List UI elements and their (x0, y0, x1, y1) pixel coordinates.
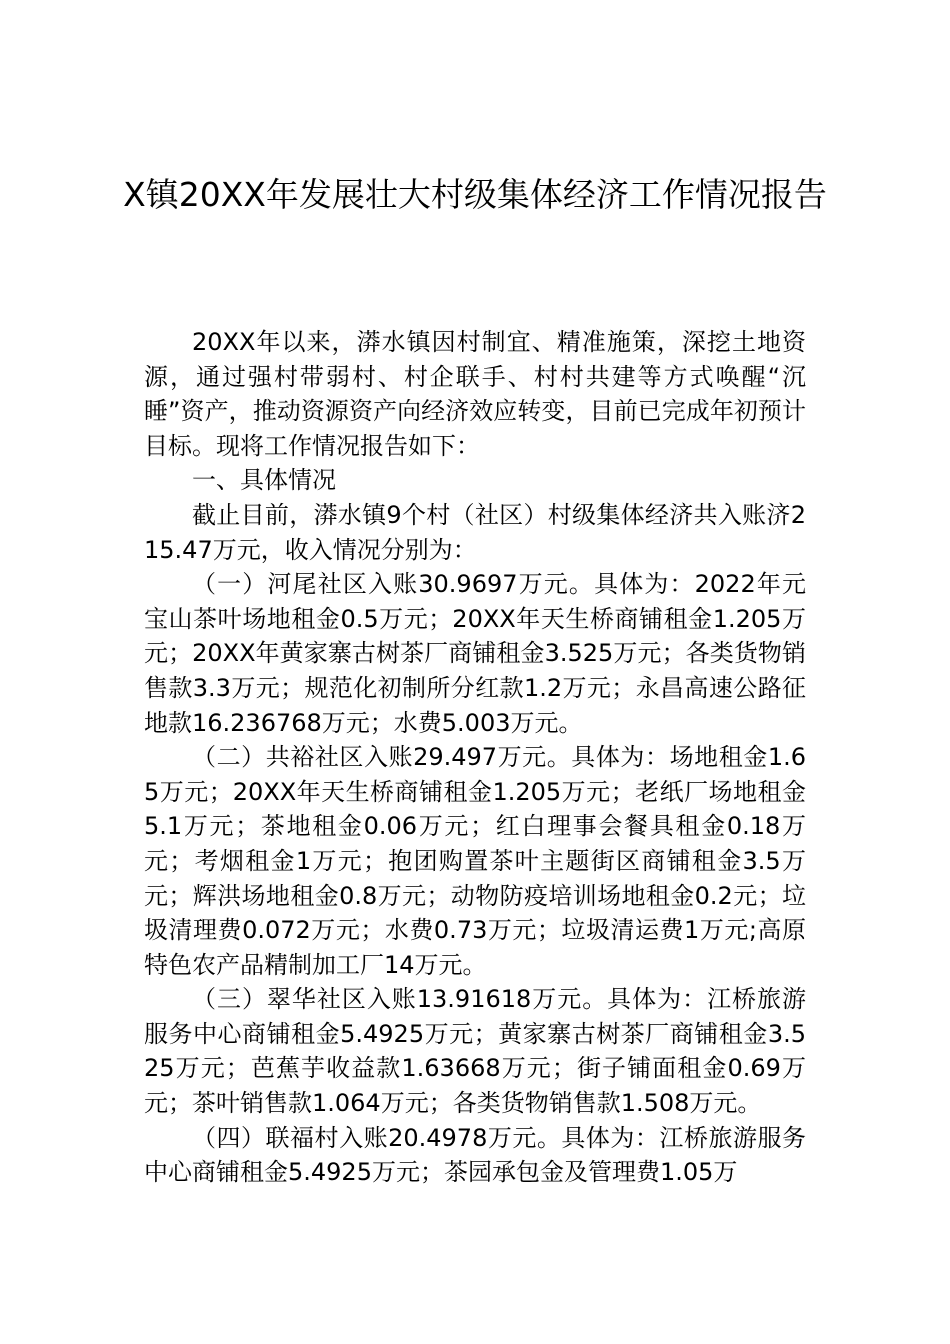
item-paragraph-hewei: （一）河尾社区入账30.9697万元。具体为：2022年元宝山茶叶场地租金0.5万元；20XX年天生桥商铺租金1.205万元；20XX年黄家寨古树茶厂商铺租金3.525万元；各类货物销售款3.3万元；规范化初制所分红款1.2万元；永昌高速公路征地款16.236768万元；水费5.003万元。 (144, 570, 806, 737)
item-paragraph-cuihua: （三）翠华社区入账13.91618万元。具体为：江桥旅游服务中心商铺租金5.4925万元；黄家寨古树茶厂商铺租金3.525万元；芭蕉芋收益款1.63668万元；街子铺面租金0.69万元；茶叶销售款1.064万元；各类货物销售款1.508万元。 (144, 985, 806, 1118)
item-paragraph-lianfu: （四）联福村入账20.4978万元。具体为：江桥旅游服务中心商铺租金5.4925万元；茶园承包金及管理费1.05万 (144, 1123, 806, 1187)
document-title: X镇20XX年发展壮大村级集体经济工作情况报告 (123, 175, 827, 214)
item-paragraph-gongyu: （二）共裕社区入账29.497万元。具体为：场地租金1.65万元；20XX年天生桥商铺租金1.205万元；老纸厂场地租金5.1万元；茶地租金0.06万元；红白理事会餐具租金0.18万元；考烟租金1万元；抱团购置茶叶主题街区商铺租金3.5万元；辉洪场地租金0.8万元；动物防疫培训场地租金0.2元；垃圾清理费0.072万元；水费0.73万元；垃圾清运费1万元;高原特色农产品精制加工厂14万元。 (144, 743, 806, 979)
summary-paragraph: 截止目前，漭水镇9个村（社区）村级集体经济共入账济215.47万元，收入情况分别为： (144, 500, 806, 564)
section-heading: 一、具体情况 (192, 466, 336, 495)
intro-paragraph: 20XX年以来，漭水镇因村制宜、精准施策，深挖土地资源，通过强村带弱村、村企联手、村村共建等方式唤醒“沉睡”资产，推动资源资产向经济效应转变，目前已完成年初预计目标。现将工作情况报告如下： (144, 328, 806, 460)
document-body (144, 325, 806, 1190)
